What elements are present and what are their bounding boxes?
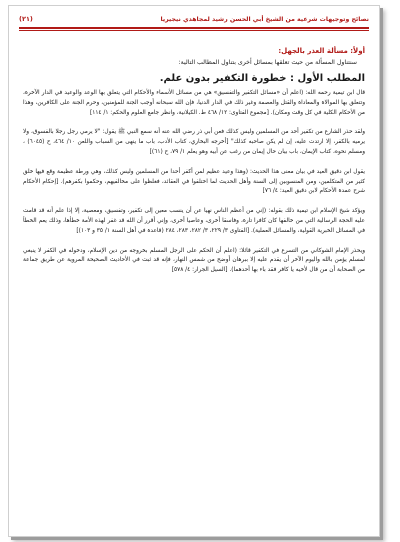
- document-page: [8, 5, 380, 537]
- header-title: نصائح وتوجيهات شرعية من الشيخ أبي الحسن رشيد لمجاهدي نيجيريا: [160, 15, 369, 23]
- section-heading: أولاً: مسألة العذر بالجهل:: [278, 47, 365, 55]
- subheading: المطلب الأول : خطورة التكفير بدون علم.: [159, 73, 365, 84]
- intro-text: سنتناول المسألة من حيث تعلقها بمسائل أخرى بتناول المطالب التالية:: [178, 59, 357, 66]
- paragraph-ibn-taymiyyah: قال ابن تيمية رحمه الله: (اعلم أن «مسائل التكفير والتفسيق» هي من مسائل الأسماء والأحكام التي يتعلق بها الوعد والوعيد في الدار الآخرة، وتتعلق بها الموالاة والمعاداة والقتل والعصمة وغير ذلك في الدار الدنيا، فإن الله سبحانه أوجب الجنة للمؤمنين، وحرم الجنة على الكافرين، وهذا من الأحكام الكلية في كل وقت ومكان). [مجموع الفتاوى: ١٢/ ٤٦٨ ط. الكيلانية، وانظر جامع العلوم والحكم: ١/ ١١٤]: [23, 90, 365, 116]
- page-number: (٢١): [19, 15, 33, 23]
- paragraph-hadith: ولقد حذر الشارع من تكفير أحد من المسلمين وليس كذلك فعن أبي ذر رضي الله عنه أنه سمع النبي ﷺ يقول: "لا يرمي رجل رجلا بالفسوق، ولا يرميه بالكفر، إلا ارتدت عليه، إن لم يكن صاحبه كذلك" [أخرجه البخاري، كتاب الأدب، باب ما ينهى من السباب واللعن ١٠/ ٤٦٤، ح (٦٠٤٥) ، ومسلم نحوه، كتاب الإيمان، باب بيان حال إيمان من رغب عن أبيه وهو يعلم ١/ ٧٩، ح (٦١)]: [23, 129, 366, 155]
- paragraph-sheikh-islam: ويؤكد شيخ الإسلام ابن تيمية ذلك بقوله: (إني من أعظم الناس نهيا عن أن ينسب معين إلى تكفير، وتفسيق، ومعصية، إلا إذا علم أنه قد قامت عليه الحجة الرسالية التي من خالفها كان كافرا تارة، وفاسقا أخرى، وعاصيا أخرى، وإني أقرر أن الله قد غفر لهذه الأمة خطأها، وذلك يعم الخطأ في المسائل الخبرية القولية، والمسائل العملية). [الفتاوى ٣/ ٢٢٩، ٣/ ٢٨٢، ٢٨٣، ٢٨٤ (قاعدة في أهل السنة ١/ ٣٥ و ١٠٣)]: [23, 208, 365, 234]
- page-body: [23, 46, 365, 276]
- paragraph-ibn-daqiq: يقول ابن دقيق العيد في بيان معنى هذا الحديث: (وهذا وعيد عظيم لمن أكفر أحدا من المسلمين وليس كذلك، وهي ورطة عظيمة وقع فيها خلق كثير من المتكلمين، ومن المنسوبين إلى السنة وأهل الحديث لما اختلفوا في العقائد، فغلظوا على مخالفيهم، وحكموا بكفرهم). [إحكام الأحكام شرح عمدة الأحكام لابن دقيق العيد: ٤/ ٧٦]: [23, 168, 365, 195]
- paragraph-shawkani: ويحذر الإمام الشوكاني من التسرع في التكفير قائلا: (اعلم أن الحكم على الرجل المسلم بخروجه من دين الإسلام، ودخوله في الكفر لا ينبغي لمسلم يؤمن بالله واليوم الآخر أن يقدم عليه إلا ببرهان أوضح من شمس النهار، فإنه قد ثبت في الأحاديث الصحيحة المروية عن طريق جماعة من الصحابة أن من قال لأخيه يا كافر فقد باء بها أحدهما). [السيل الجرار: ٤/ ٥٧٨]: [23, 247, 365, 274]
- header-divider: [19, 27, 369, 29]
- page-header: [19, 12, 369, 26]
